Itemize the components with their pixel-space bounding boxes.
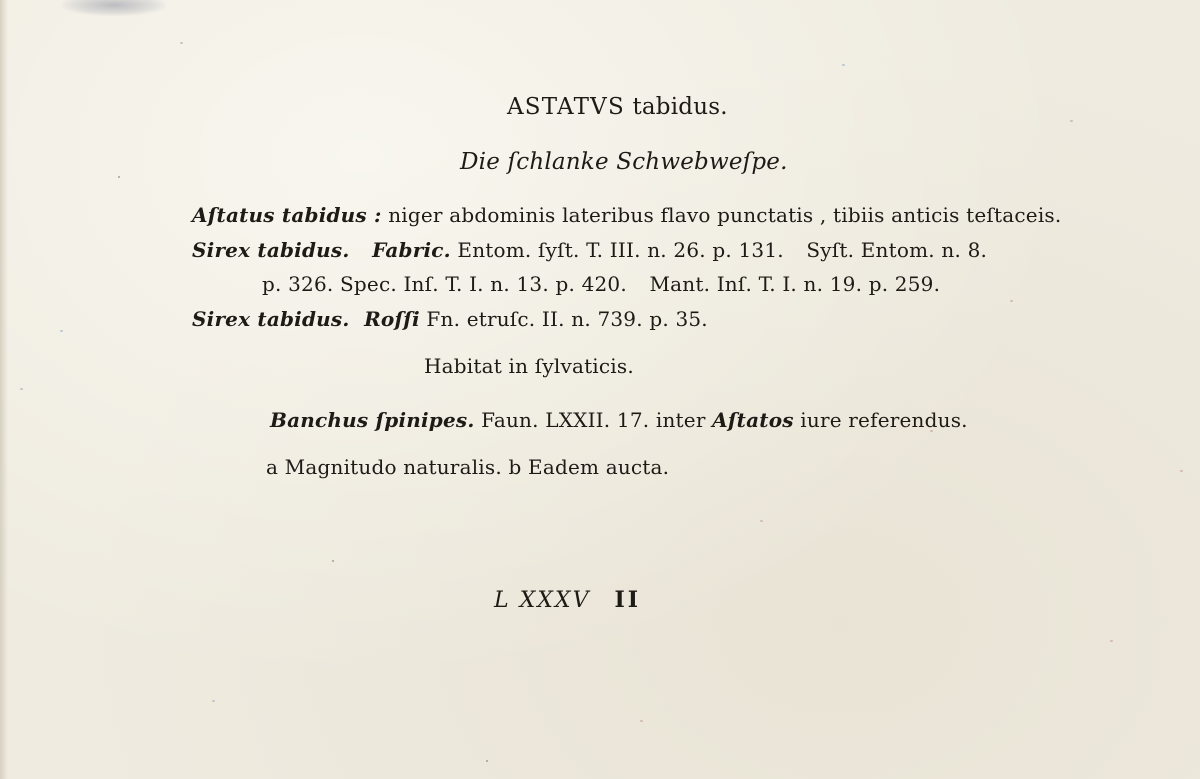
paper-speck (1070, 120, 1073, 122)
paper-speck (212, 700, 215, 702)
paper-speck (1180, 470, 1183, 472)
description-name: Aſtatus tabidus : (192, 203, 382, 227)
synonym-2-author: Roſſi (364, 307, 420, 331)
page-title (507, 95, 728, 119)
plate-number (494, 588, 641, 613)
paper-speck (760, 520, 763, 522)
synonym-1-name: Sirex tabidus. (192, 238, 350, 262)
note-text-b: iure referendus. (800, 408, 968, 432)
habitat-line: Habitat in ſylvaticis. (424, 354, 634, 378)
note-name: Banchus ſpinipes. (270, 408, 475, 432)
paper-speck (842, 64, 845, 66)
note-genus: Aſtatos (712, 408, 794, 432)
synonym-line-1 (192, 238, 987, 262)
synonym-line-3 (192, 307, 708, 331)
ink-smudge (62, 0, 166, 16)
synonym-1-ref-4: Mant. Inſ. T. I. n. 19. p. 259. (649, 272, 941, 296)
page-edge-shadow (0, 0, 8, 779)
synonym-1-ref-3: p. 326. Spec. Inſ. T. I. n. 13. p. 420. (262, 272, 627, 296)
title-species: tabidus. (632, 94, 728, 120)
paper-speck (640, 720, 643, 722)
paper-speck (1110, 640, 1113, 642)
synonym-2-name: Sirex tabidus. (192, 307, 350, 331)
synonym-2-ref: Fn. etruſc. II. n. 739. p. 35. (426, 307, 708, 331)
plate-roman: II (614, 587, 642, 613)
note-text-a: Faun. LXXII. 17. inter (481, 408, 706, 432)
paper-speck (332, 560, 334, 562)
description-line (192, 203, 1061, 227)
page-subtitle: Die ſchlanke Schwebweſpe. (460, 149, 788, 175)
paper-speck (60, 330, 63, 332)
description-text: niger abdominis lateribus flavo punctatis , tibiis anticis teſtaceis. (388, 203, 1062, 227)
synonym-1-ref-2: Syſt. Entom. n. 8. (806, 238, 988, 262)
synonym-1-ref-1: Entom. ſyſt. T. III. n. 26. p. 131. (457, 238, 784, 262)
paper-speck (20, 388, 23, 390)
note-line (270, 408, 968, 432)
plate-handwritten: L XXXV (494, 588, 591, 613)
synonym-1-author: Fabric. (372, 238, 451, 262)
figure-legend: a Magnitudo naturalis. b Eadem aucta. (266, 455, 670, 479)
paper-speck (180, 42, 183, 44)
paper-speck (486, 760, 488, 762)
title-genus: ASTATVS (507, 94, 625, 120)
paper-speck (118, 176, 120, 178)
paper-speck (1010, 300, 1013, 302)
synonym-line-2 (262, 272, 940, 296)
